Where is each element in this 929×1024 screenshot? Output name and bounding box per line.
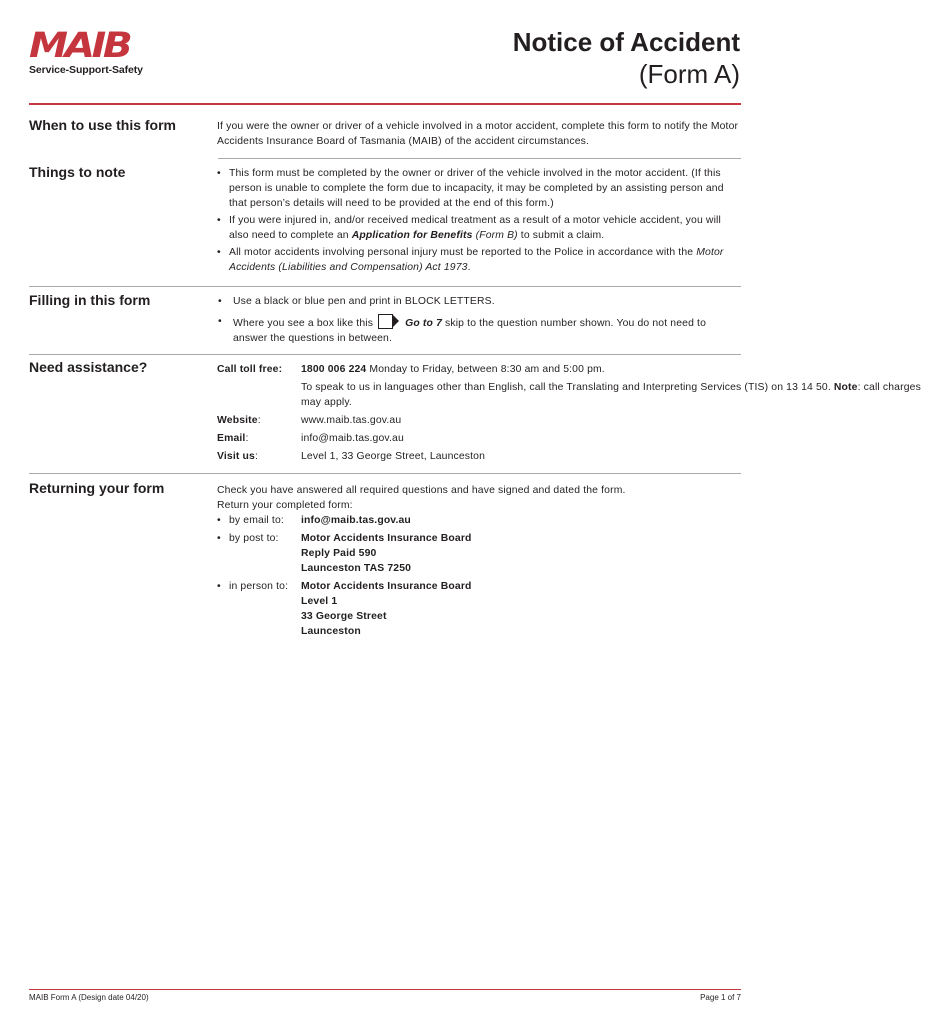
form-title-main: Notice of Accident [512, 27, 740, 57]
call-label: Call toll free: [217, 364, 283, 375]
section-heading: When to use this form [29, 117, 176, 133]
tis-note: To speak to us in languages other than English, call the Translating and Interpreting Services (TIS) on 13 14 50. Note: call charges may apply. [301, 382, 921, 408]
post-address: Motor Accidents Insurance Board Reply Paid 590 Launceston TAS 7250 [301, 533, 472, 574]
section-things-to-note [29, 164, 741, 287]
section-need-assistance [29, 359, 921, 474]
divider [29, 473, 741, 474]
contact-row-website: Website: www.maib.tas.gov.au [217, 413, 929, 428]
section-heading: Things to note [29, 164, 126, 180]
return-post-row: • by post to: Motor Accidents Insurance Board Reply Paid 590 Launceston TAS 7250 [217, 531, 741, 576]
header-divider [29, 103, 741, 105]
return-email[interactable]: info@maib.tas.gov.au [301, 515, 411, 526]
divider [29, 354, 741, 355]
section-returning [29, 480, 741, 650]
footer-form-id: MAIB Form A (Design date 04/20) [29, 993, 149, 1002]
contact-row-visit: Visit us: Level 1, 33 George Street, Launceston [217, 449, 929, 464]
phone-number: 1800 006 224 [301, 364, 367, 375]
return-email-row: • by email to: info@maib.tas.gov.au [217, 513, 741, 528]
section-when-to-use [29, 117, 741, 159]
person-address: Motor Accidents Insurance Board Level 1 33 George Street Launceston [301, 581, 472, 637]
footer-page-number: Page 1 of 7 [700, 993, 741, 1002]
maib-logo [29, 26, 159, 78]
footer-divider [29, 989, 741, 990]
list-item: • This form must be completed by the owner or driver of the vehicle involved in the motor accident. (If this person is unable to complete the form due to incapacity, it may be completed by an assisting person and that person’s details will need to be provided at the end of this form.) [217, 166, 741, 211]
website-link[interactable]: www.maib.tas.gov.au [301, 415, 402, 426]
paragraph: Check you have answered all required questions and have signed and dated the form. [217, 485, 626, 496]
return-person-row: • in person to: Motor Accidents Insurance Board Level 1 33 George Street Launceston [217, 579, 741, 639]
section-body [217, 119, 741, 149]
section-body [217, 294, 741, 351]
logo-tagline: Service-Support-Safety [29, 64, 143, 76]
list-item: • Where you see a box like this Go to 7 skip to the question number shown. You do not need to answer the questions in between. [217, 314, 741, 346]
contact-row-email: Email: info@maib.tas.gov.au [217, 431, 929, 446]
logo-wordmark: MAIB [29, 26, 130, 66]
list-item: • If you were injured in, and/or received medical treatment as a result of a motor vehicle accident, you will also need to complete an Application for Benefits (Form B) to submit a claim. [217, 213, 741, 243]
form-title [513, 26, 740, 90]
section-body [217, 483, 741, 639]
divider [218, 158, 741, 159]
section-heading: Returning your form [29, 480, 165, 496]
section-heading: Filling in this form [29, 292, 151, 308]
visit-address: Level 1, 33 George Street, Launceston [301, 451, 486, 462]
divider [29, 286, 741, 287]
list-item: • Use a black or blue pen and print in BLOCK LETTERS. [217, 294, 741, 309]
form-title-sub: (Form A) [638, 59, 740, 89]
paragraph: Return your completed form: [217, 500, 353, 511]
email-link[interactable]: info@maib.tas.gov.au [301, 433, 404, 444]
section-heading: Need assistance? [29, 359, 148, 375]
section-body [217, 166, 741, 277]
section-body [217, 362, 929, 464]
goto-box-icon [378, 314, 400, 329]
paragraph: If you were the owner or driver of a vehicle involved in a motor accident, complete this form to notify the Motor Accidents Insurance Board of Tasmania (MAIB) of the accident circumstances. [217, 121, 739, 147]
list-item: • All motor accidents involving personal injury must be reported to the Police in accordance with the Motor Accidents (Liabilities and Compensation) Act 1973. [217, 245, 741, 275]
section-filling-in [29, 292, 741, 355]
contact-row-phone: Call toll free: 1800 006 224 Monday to Friday, between 8:30 am and 5:00 pm. To speak to us in languages other than English, call the Translating and Interpreting Services (TIS) on 13 14 50. Note: call charges may apply. [217, 362, 929, 410]
